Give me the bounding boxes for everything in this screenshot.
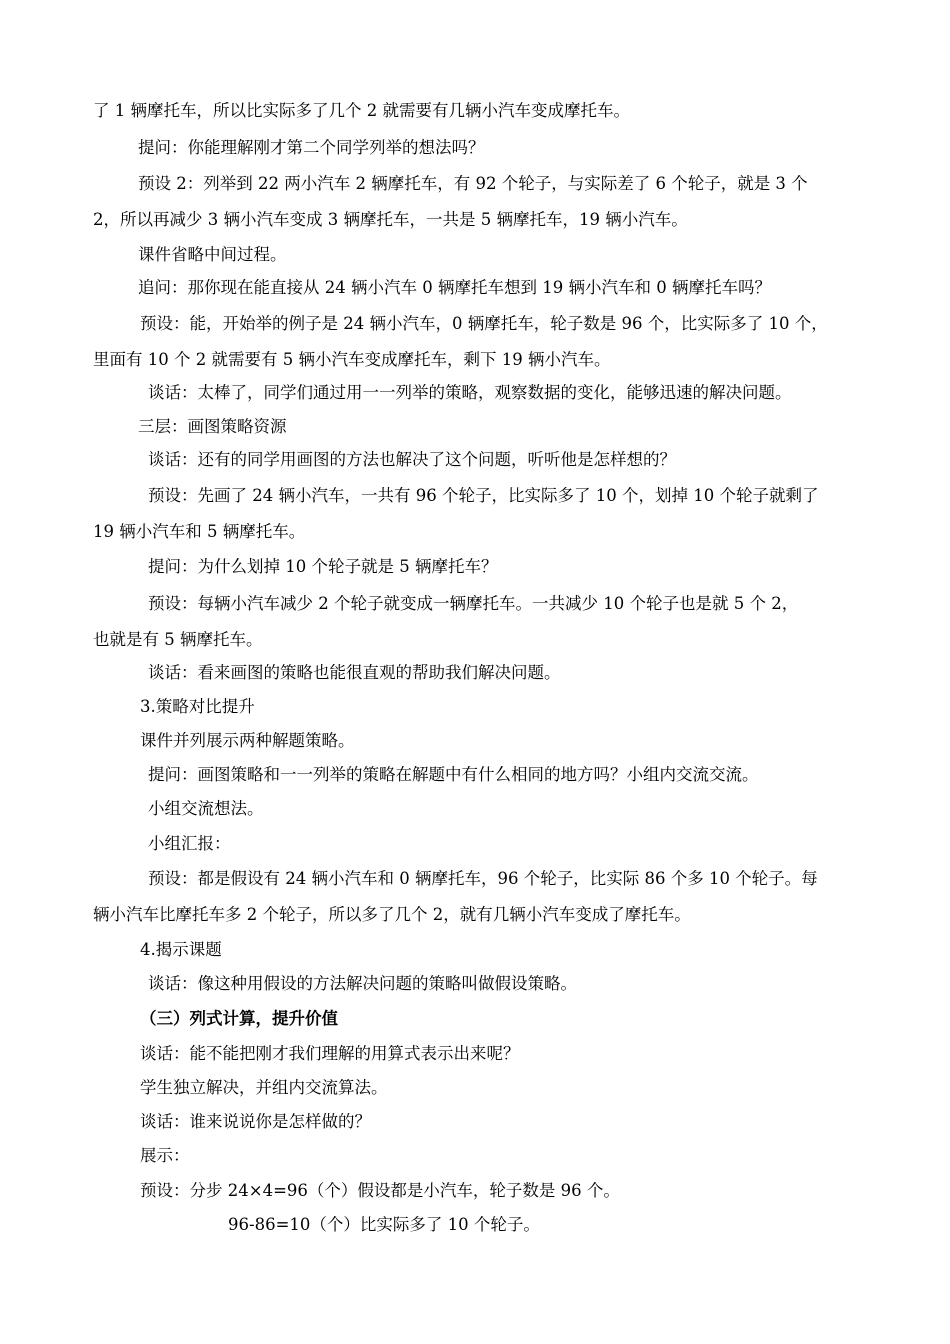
text-line: 预设：都是假设有 24 辆小汽车和 0 辆摩托车，96 个轮子，比实际 86 个多 10 个轮子。每 <box>148 869 818 888</box>
text-line: 谈话：谁来说说你是怎样做的？ <box>140 1112 371 1131</box>
text-line: 谈话：能不能把刚才我们理解的用算式表示出来呢？ <box>140 1044 520 1063</box>
text-line: 96-86=10（个）比实际多了 10 个轮子。 <box>228 1215 540 1234</box>
text-line: 谈话：还有的同学用画图的方法也解决了这个问题，听听他是怎样想的？ <box>148 450 676 469</box>
text-line: 小组交流想法。 <box>148 799 264 818</box>
text-line: 小组汇报： <box>148 834 231 853</box>
text-line: 展示： <box>140 1146 190 1165</box>
text-line: 2，所以再减少 3 辆小汽车变成 3 辆摩托车，一共是 5 辆摩托车，19 辆小汽车。 <box>93 210 688 229</box>
text-line: 也就是有 5 辆摩托车。 <box>93 630 263 649</box>
text-line: 4.揭示课题 <box>140 940 222 959</box>
text-line: 预设：能，开始举的例子是 24 辆小汽车，0 辆摩托车，轮子数是 96 个，比实际多了 10 个， <box>140 314 828 333</box>
text-line: 预设：先画了 24 辆小汽车，一共有 96 个轮子，比实际多了 10 个，划掉 10 个轮子就剩了 <box>148 486 819 505</box>
text-line: 预设：分步 24×4=96（个）假设都是小汽车，轮子数是 96 个。 <box>140 1181 620 1200</box>
text-line: 三层：画图策略资源 <box>138 417 287 436</box>
text-line: 追问：那你现在能直接从 24 辆小汽车 0 辆摩托车想到 19 辆小汽车和 0 辆摩托车吗？ <box>138 278 771 297</box>
text-line: 预设 2：列举到 22 两小汽车 2 辆摩托车，有 92 个轮子，与实际差了 6 个轮子，就是 3 个 <box>138 174 808 193</box>
section-heading: （三）列式计算，提升价值 <box>140 1009 338 1028</box>
text-line: 预设：每辆小汽车减少 2 个轮子就变成一辆摩托车。一共减少 10 个轮子也是就 5 个 2， <box>148 594 799 613</box>
text-line: 课件并列展示两种解题策略。 <box>140 731 355 750</box>
text-line: 3.策略对比提升 <box>140 697 255 716</box>
text-line: 谈话：像这种用假设的方法解决问题的策略叫做假设策略。 <box>148 974 577 993</box>
text-line: 提问：为什么划掉 10 个轮子就是 5 辆摩托车？ <box>148 557 498 576</box>
text-line: 辆小汽车比摩托车多 2 个轮子，所以多了几个 2，就有几辆小汽车变成了摩托车。 <box>93 905 691 924</box>
text-line: 学生独立解决，并组内交流算法。 <box>140 1078 388 1097</box>
text-line: 课件省略中间过程。 <box>138 245 287 264</box>
text-line: 谈话：看来画图的策略也能很直观的帮助我们解决问题。 <box>148 663 561 682</box>
text-line: 19 辆小汽车和 5 辆摩托车。 <box>93 522 306 541</box>
text-line: 提问：画图策略和一一列举的策略在解题中有什么相同的地方吗？小组内交流交流。 <box>148 765 759 784</box>
text-line: 了 1 辆摩托车，所以比实际多了几个 2 就需要有几辆小汽车变成摩托车。 <box>93 101 630 120</box>
text-line: 里面有 10 个 2 就需要有 5 辆小汽车变成摩托车，剩下 19 辆小汽车。 <box>93 350 611 369</box>
text-line: 谈话：太棒了，同学们通过用一一列举的策略，观察数据的变化，能够迅速的解决问题。 <box>148 383 792 402</box>
text-line: 提问：你能理解刚才第二个同学列举的想法吗？ <box>138 138 485 157</box>
